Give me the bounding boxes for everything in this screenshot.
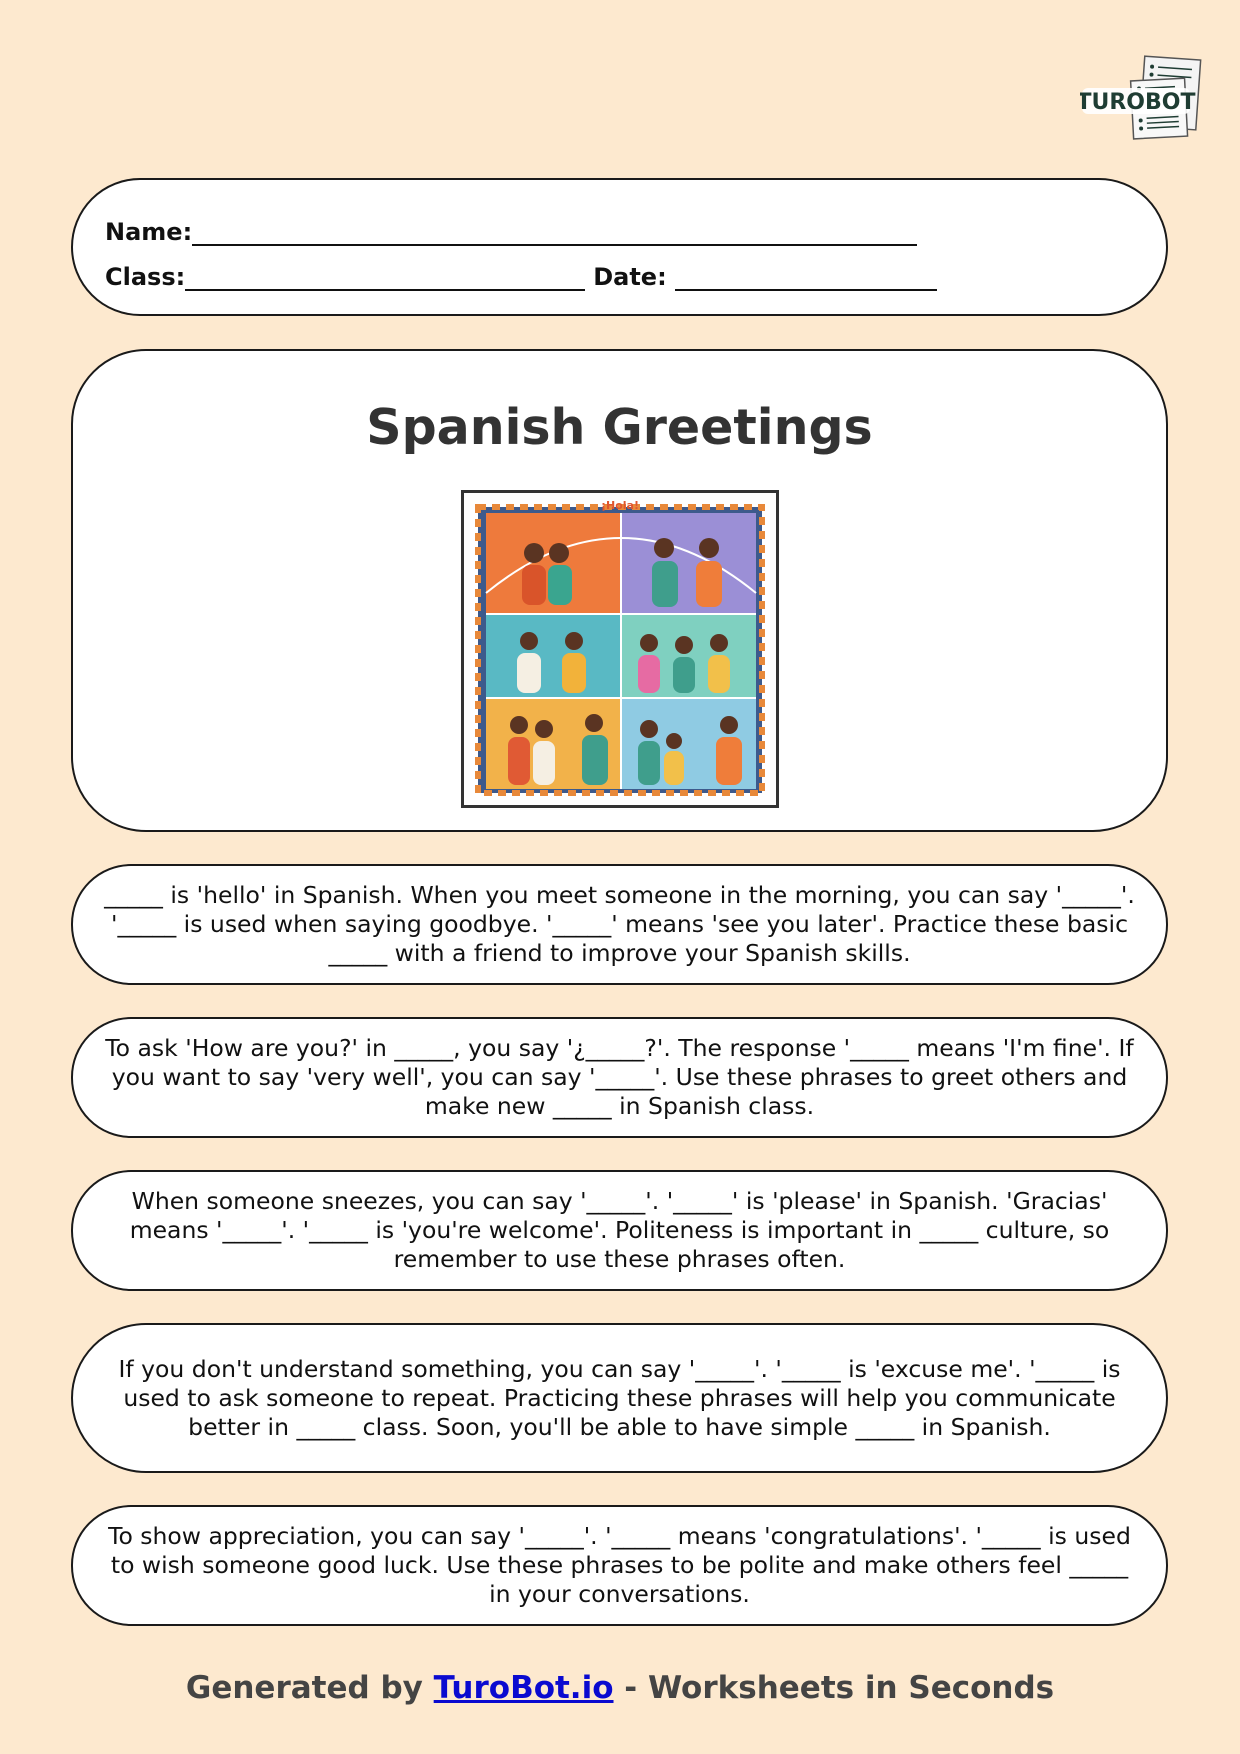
page-title: Spanish Greetings [366, 399, 873, 456]
name-field-row [105, 218, 917, 246]
question-box-5 [71, 1505, 1168, 1626]
question-text-2: To ask 'How are you?' in _____, you say '¿_____?'. The response '_____ means 'I'm fine'. If you want to say 'very well', you can say '_____'. Use these phrases to greet others and make new _____ in Spanish class. [105, 1034, 1134, 1120]
question-box-4 [71, 1323, 1168, 1473]
class-input-line[interactable] [185, 263, 585, 291]
question-box-1 [71, 864, 1168, 985]
turobot-logo [1080, 52, 1206, 142]
footer-prefix: Generated by [185, 1670, 434, 1706]
footer [0, 1670, 1240, 1706]
question-text-1: _____ is 'hello' in Spanish. When you meet someone in the morning, you can say '_____'. '_____ is used when saying goodbye. '_____' means 'see you later'. Practice these basic _____ with a friend to improve your Spanish skills. [104, 881, 1135, 967]
class-label: Class: [105, 263, 186, 291]
question-text-4: If you don't understand something, you can say '_____'. '_____ is 'excuse me'. '_____ is used to ask someone to repeat. Practicing these phrases will help you communicate better in _____ class. Soon, you'll be able to have simple _____ in Spanish. [118, 1354, 1121, 1441]
question-box-3 [71, 1170, 1168, 1291]
name-label: Name: [105, 218, 193, 246]
turobot-link[interactable]: TuroBot.io [433, 1670, 614, 1706]
title-box [71, 349, 1168, 832]
illustration-banner: ¡Hola! [601, 499, 639, 512]
question-box-2 [71, 1017, 1168, 1138]
date-input-line[interactable] [675, 263, 937, 291]
question-text-5: To show appreciation, you can say '_____'. '_____ means 'congratulations'. '_____ is used to wish someone good luck. Use these phrases to be polite and make others feel _____ in your conversations. [108, 1522, 1131, 1608]
class-date-row [105, 263, 937, 291]
worksheet-pages-icon [1080, 52, 1206, 142]
greetings-illustration [461, 490, 779, 808]
footer-suffix: - Worksheets in Seconds [613, 1670, 1055, 1706]
question-text-3: When someone sneezes, you can say '_____'. '_____' is 'please' in Spanish. 'Gracias' means '_____'. '_____ is 'you're welcome'. Politeness is important in _____ culture, so remember to use these phrases often. [129, 1187, 1110, 1273]
date-label: Date: [593, 263, 667, 291]
student-info-box [71, 178, 1168, 316]
greetings-illustration-image [464, 493, 776, 805]
name-input-line[interactable] [192, 218, 917, 246]
logo-text: TUROBOT [1080, 90, 1196, 115]
